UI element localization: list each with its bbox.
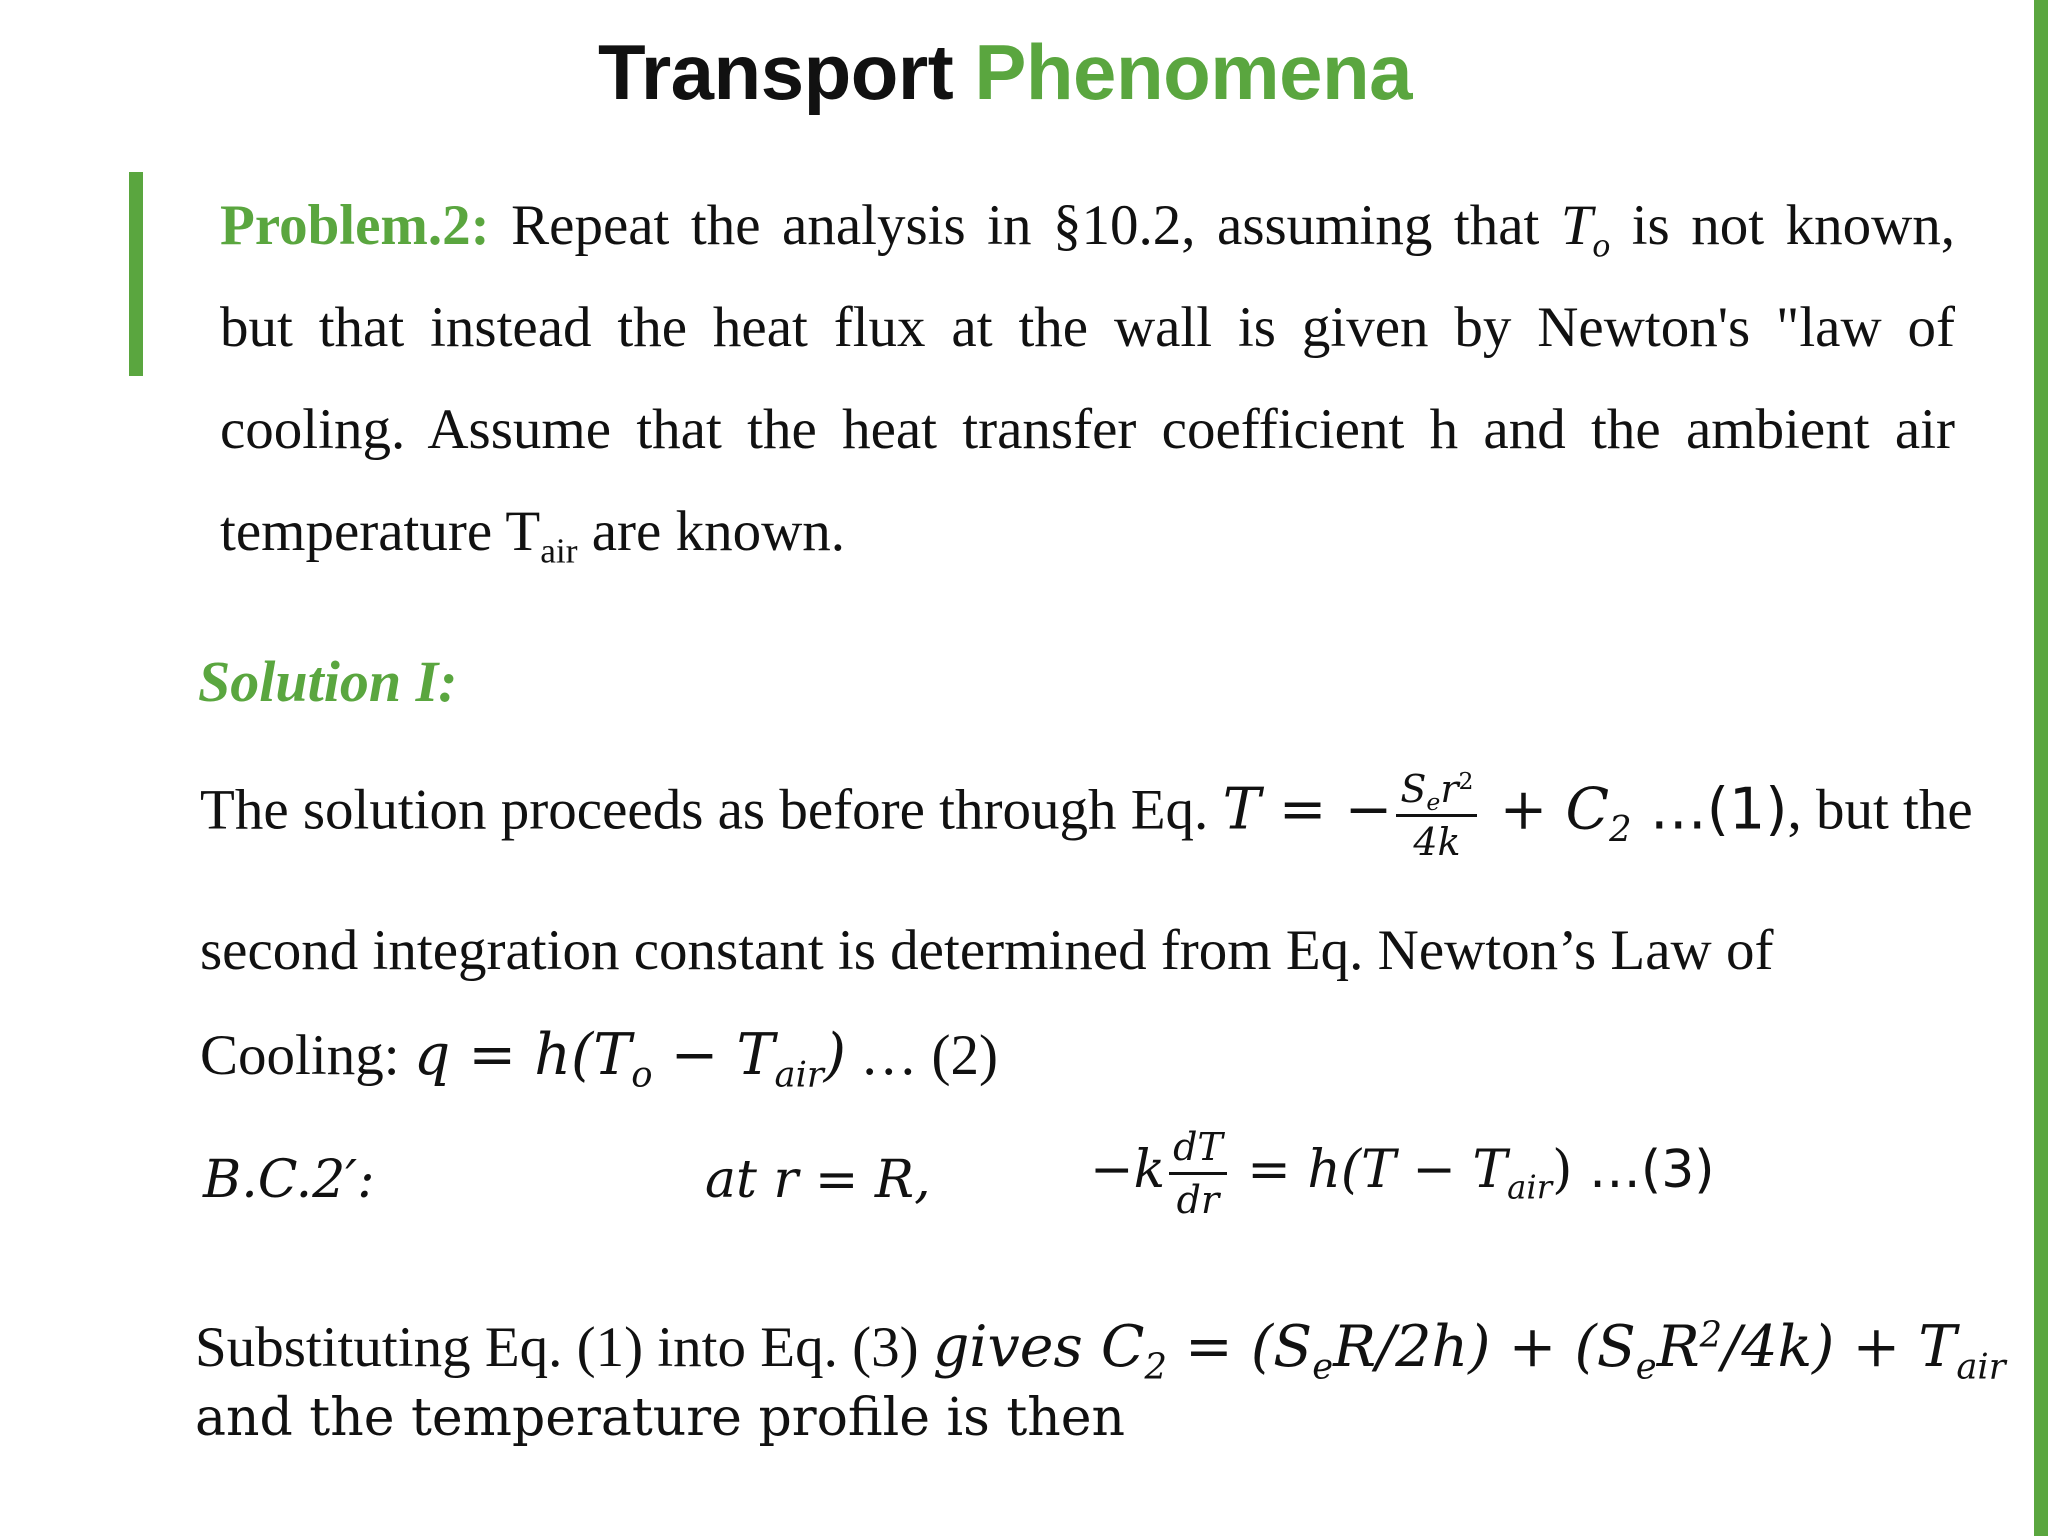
bc-label — [203, 1150, 375, 1210]
problem-statement — [220, 175, 1955, 583]
substitution-line-1 — [195, 1312, 2006, 1388]
problem-label: Problem.2: — [220, 194, 490, 257]
eq1-rhs: + C — [1481, 776, 1610, 843]
eq1-num-e: e — [1426, 788, 1441, 817]
problem-t-subscript: o — [1592, 225, 1611, 265]
bc-rhs-b: ) — [1552, 1140, 1573, 1200]
substitution-line-2: and the temperature profile is then — [195, 1388, 1126, 1448]
eq1-denominator: 4k — [1413, 820, 1461, 864]
substitution-sub-e2: e — [1635, 1346, 1657, 1388]
substitution-text: Substituting Eq. (1) into Eq. (3) — [195, 1316, 933, 1379]
substitution-sup: 2 — [1699, 1314, 1723, 1356]
eq1-tag: …(1) — [1631, 776, 1788, 843]
solution-line-1 — [200, 767, 1973, 864]
bc-equation — [1090, 1125, 1715, 1222]
bc-condition: at r = R, — [705, 1150, 931, 1210]
eq1-num-r: r — [1440, 767, 1459, 811]
problem-t-symbol: T — [1560, 194, 1593, 257]
problem-tair-subscript: air — [540, 531, 578, 571]
bc-lhs: −k — [1090, 1140, 1166, 1200]
solution-line-3 — [200, 1022, 998, 1096]
bc-frac-numerator: dT — [1169, 1128, 1227, 1175]
solution-line-1-text: The solution proceeds as before through Eq. — [200, 778, 1223, 842]
eq2-tag: … (2) — [846, 1024, 998, 1087]
substitution-gives: gives C — [932, 1314, 1145, 1380]
solution-line-1-end: , but the — [1787, 778, 1973, 842]
bc-rhs-sub: air — [1507, 1168, 1553, 1207]
eq1-num-s: S — [1400, 767, 1427, 811]
problem-quote-bar — [129, 172, 143, 376]
eq1-lhs: T = − — [1222, 776, 1393, 843]
solution-line-3-text: Cooling: — [200, 1024, 414, 1087]
substitution-block — [195, 1312, 2006, 1453]
eq2-a: q = h(T — [413, 1022, 632, 1088]
eq2-sub-air: air — [774, 1054, 824, 1096]
eq1-num-sq: 2 — [1458, 767, 1474, 796]
bc-rhs-a: = h(T − T — [1230, 1140, 1508, 1200]
solution-heading: Solution I: — [198, 649, 458, 714]
eq2-b: − T — [652, 1022, 775, 1088]
substitution-eq-c: R — [1656, 1314, 1700, 1380]
substitution-eq-d: /4k) + T — [1722, 1314, 1957, 1380]
substitution-eq-a: = (S — [1166, 1314, 1313, 1380]
eq1-rhs-sub: 2 — [1609, 808, 1632, 850]
problem-text-a: Repeat the analysis in §10.2, assuming that — [489, 194, 1561, 257]
title-part-1: Transport — [597, 28, 954, 116]
substitution-gives-sub: 2 — [1144, 1346, 1167, 1388]
eq2-c: ) — [823, 1022, 847, 1088]
page-title — [0, 30, 2010, 116]
problem-text-c: are known. — [577, 500, 845, 563]
right-accent-bar — [2034, 0, 2048, 1536]
eq1-numerator — [1396, 767, 1477, 817]
substitution-sub-air: air — [1956, 1346, 2006, 1388]
substitution-sub-e1: e — [1312, 1346, 1334, 1388]
eq1-fraction — [1396, 767, 1477, 864]
bc-frac-denominator: dr — [1176, 1178, 1220, 1222]
bc-fraction — [1169, 1125, 1227, 1222]
eq2-sub-o: o — [631, 1054, 653, 1096]
solution-line-2: second integration constant is determined from Eq. Newton’s Law of — [200, 919, 1774, 982]
bc-tag: …(3) — [1572, 1140, 1715, 1200]
bc-label-text: B.C.2′: — [203, 1150, 375, 1210]
substitution-eq-b: R/2h) + (S — [1333, 1314, 1636, 1380]
problem-text-b: is not known, but that instead the heat flux at the wall is given by Newton's "law of cooling. Assume that the heat transfer coefficient h and the ambient air temperature T — [220, 194, 1955, 563]
title-part-2: Phenomena — [974, 28, 1412, 116]
